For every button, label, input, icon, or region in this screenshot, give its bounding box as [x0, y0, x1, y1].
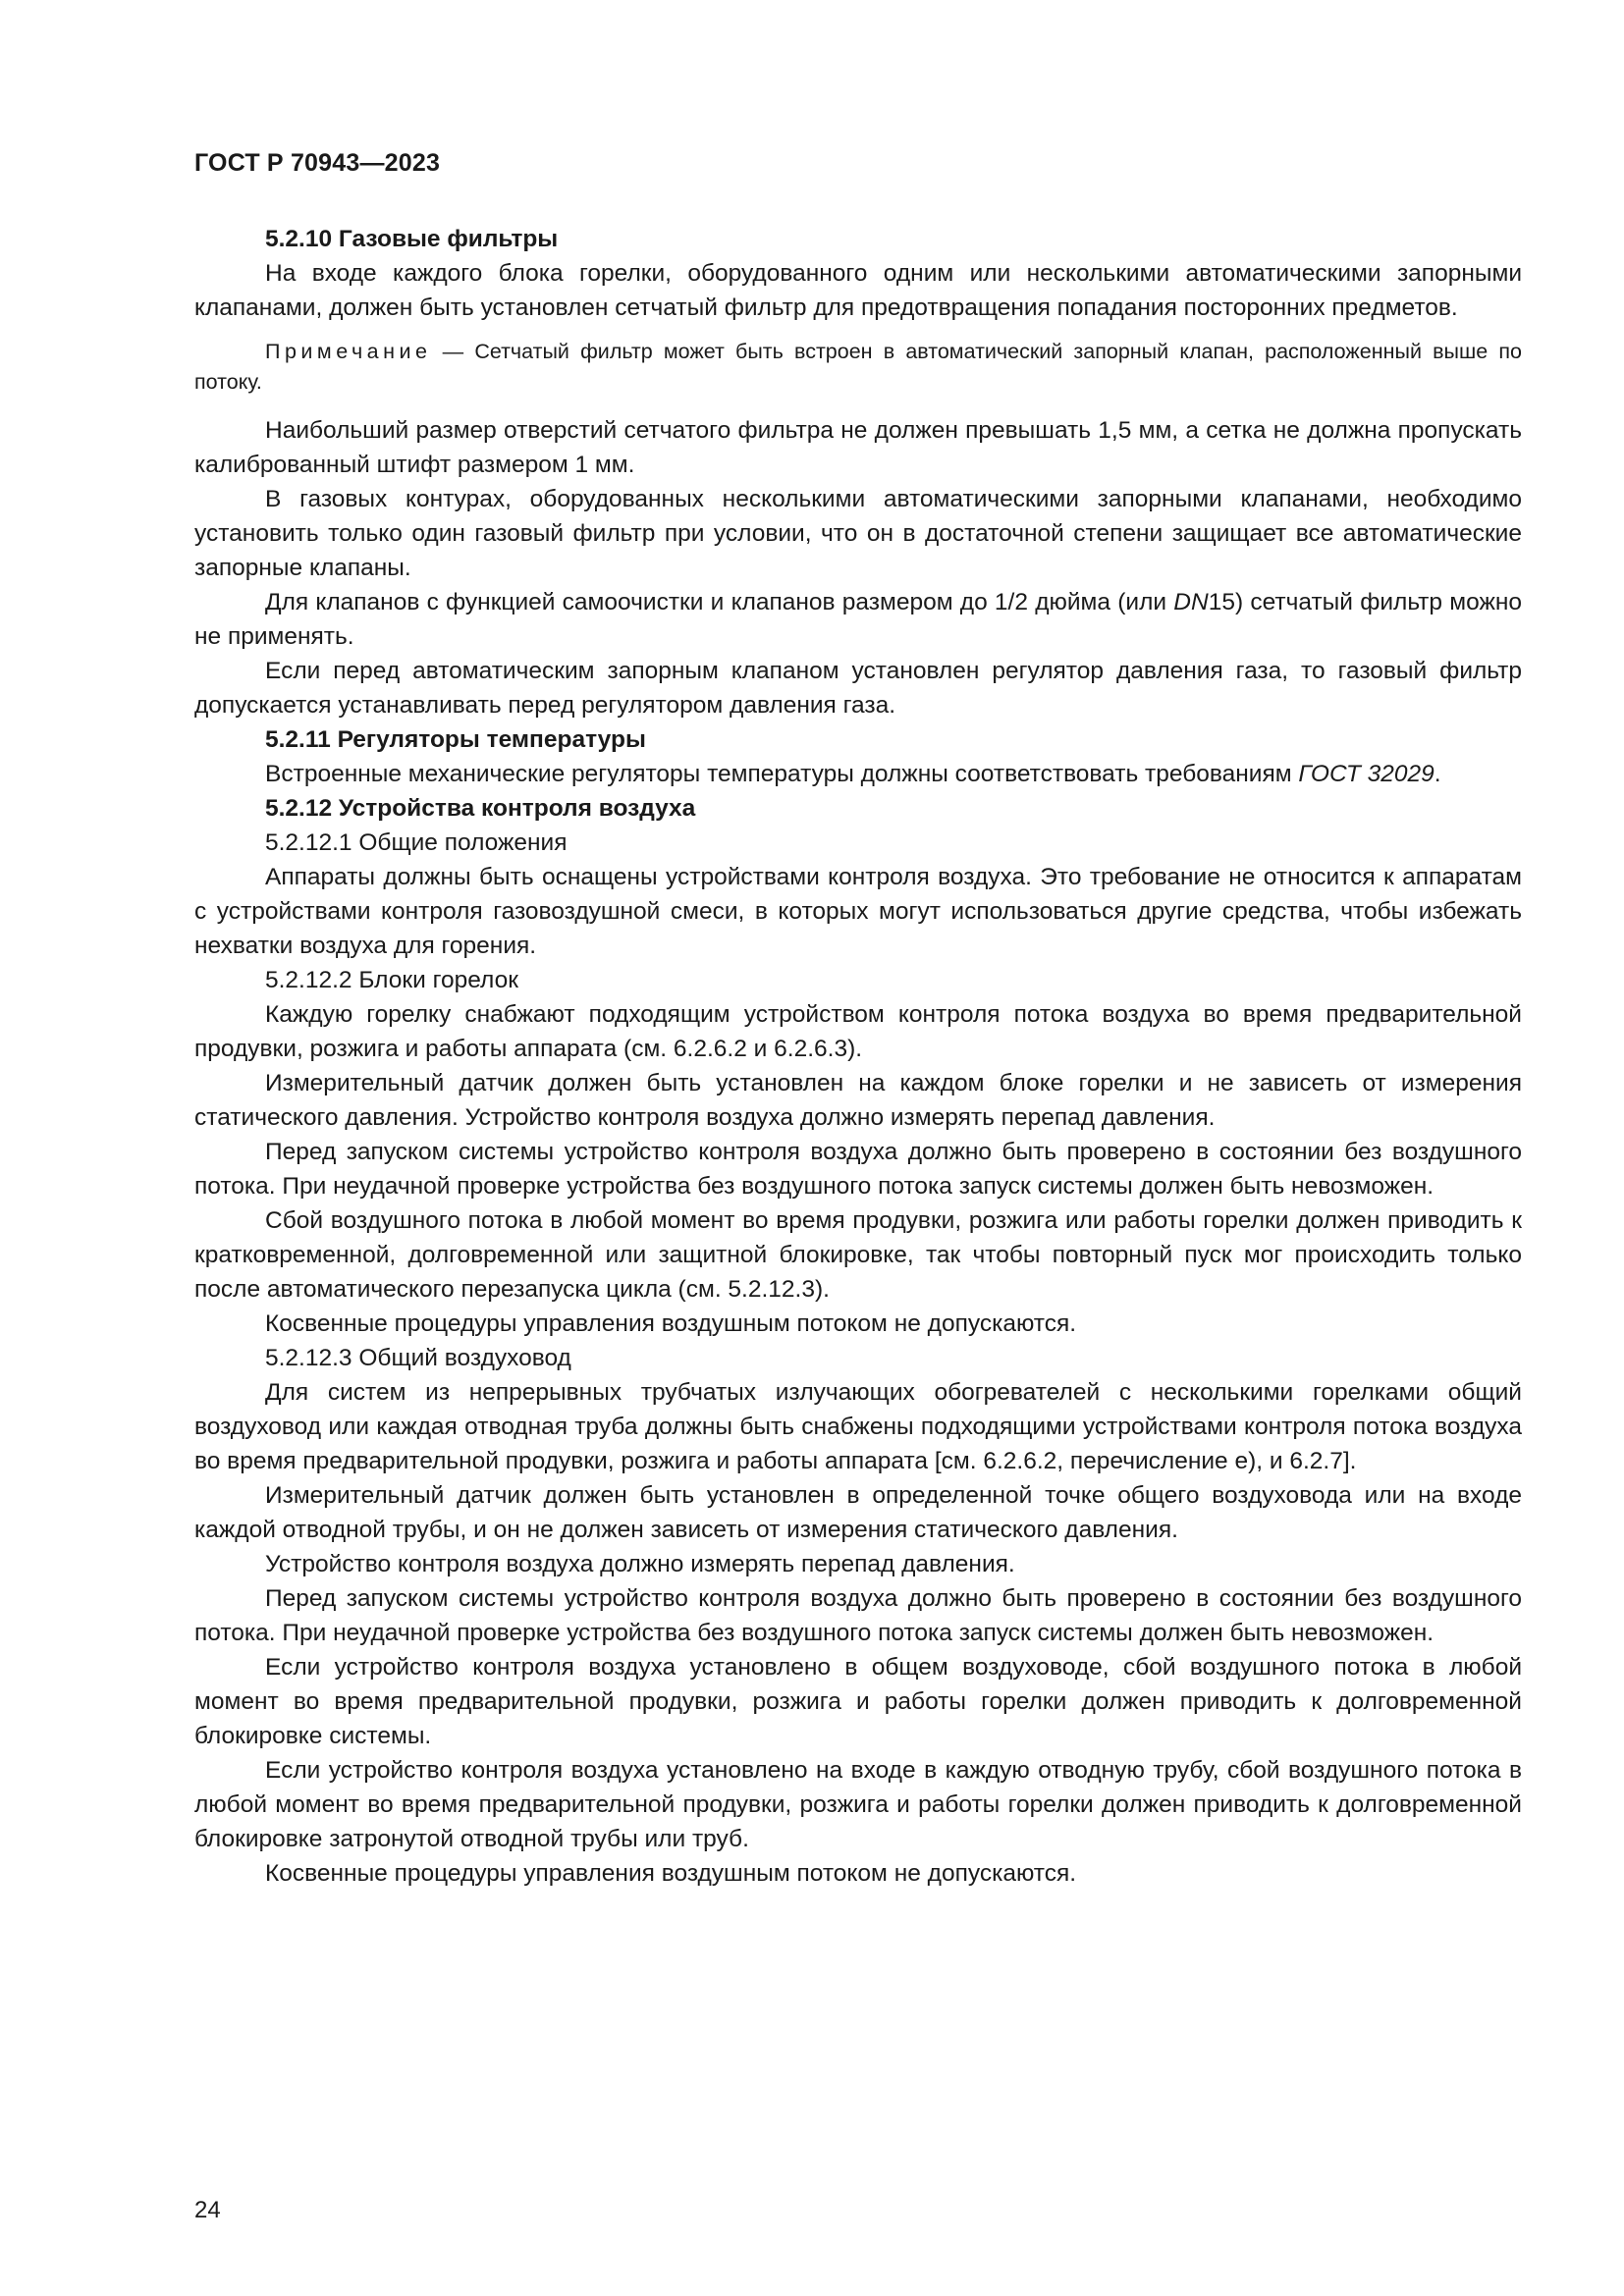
document-header: ГОСТ Р 70943—2023 [194, 149, 441, 177]
paragraph: В газовых контурах, оборудованных несколькими автоматическими запорными клапанами, необходимо установить только один газовый фильтр при условии, что он в достаточной степени защищает все автоматические запорные клапаны. [194, 486, 1522, 581]
subsection-heading: 5.2.12.2 Блоки горелок [265, 967, 518, 993]
standard-reference: ГОСТ 32029 [1298, 761, 1435, 787]
paragraph: Устройство контроля воздуха должно измерять перепад давления. [265, 1551, 1015, 1577]
paragraph: Если перед автоматическим запорным клапаном установлен регулятор давления газа, то газовый фильтр допускается устанавливать перед регулятором давления газа. [194, 658, 1522, 719]
section-heading-5-2-11: 5.2.11 Регуляторы температуры [265, 726, 646, 753]
section-heading-5-2-10: 5.2.10 Газовые фильтры [265, 226, 559, 252]
paragraph [194, 585, 1522, 654]
paragraph: Косвенные процедуры управления воздушным потоком не допускаются. [265, 1310, 1077, 1337]
paragraph: Для систем из непрерывных трубчатых излучающих обогревателей с несколькими горелками общий воздуховод или каждая отводная труба должны быть снабжены подходящими устройствами контроля потока воздуха во время предварительной продувки, розжига и работы аппарата [см. 6.2.6.2, перечисление е), и 6.2.7]. [194, 1379, 1522, 1474]
subsection-heading: 5.2.12.3 Общий воздуховод [265, 1345, 571, 1371]
paragraph: Перед запуском системы устройство контроля воздуха должно быть проверено в состоянии без воздушного потока. При неудачной проверке устройства без воздушного потока запуск системы должен быть невозможен. [194, 1139, 1522, 1200]
text-span: Для клапанов с функцией самоочистки и клапанов размером до 1/2 дюйма (или [265, 589, 1174, 615]
paragraph [194, 757, 1522, 791]
note-text: — Сетчатый фильтр может быть встроен в автоматический запорный клапан, расположенный выше по потоку. [194, 340, 1522, 394]
paragraph: Аппараты должны быть оснащены устройствами контроля воздуха. Это требование не относится к аппаратам с устройствами контроля газовоздушной смеси, в которых могут использоваться другие средства, чтобы избежать нехватки воздуха для горения. [194, 864, 1522, 959]
text-span: 15) сетчатый фильтр можно не применять. [194, 589, 1522, 650]
text-span: . [1434, 761, 1441, 787]
section-heading-5-2-12: 5.2.12 Устройства контроля воздуха [265, 795, 696, 822]
text-span: Встроенные механические регуляторы температуры должны соответствовать требованиям [265, 761, 1299, 787]
document-body [194, 222, 1522, 1891]
paragraph: Если устройство контроля воздуха установлено в общем воздуховоде, сбой воздушного потока в любой момент во время предварительной продувки, розжига и работы горелки должен приводить к долговременной блокировке системы. [194, 1654, 1522, 1749]
paragraph: Наибольший размер отверстий сетчатого фильтра не должен превышать 1,5 мм, а сетка не должна пропускать калиброванный штифт размером 1 мм. [194, 417, 1522, 478]
paragraph: Измерительный датчик должен быть установлен на каждом блоке горелки и не зависеть от измерения статического давления. Устройство контроля воздуха должно измерять перепад давления. [194, 1070, 1522, 1131]
paragraph: Каждую горелку снабжают подходящим устройством контроля потока воздуха во время предварительной продувки, розжига и работы аппарата (см. 6.2.6.2 и 6.2.6.3). [194, 1001, 1522, 1062]
note [194, 337, 1522, 398]
subsection-heading: 5.2.12.1 Общие положения [265, 829, 568, 856]
paragraph: Измерительный датчик должен быть установлен в определенной точке общего воздуховода или на входе каждой отводной трубы, и он не должен зависеть от измерения статического давления. [194, 1482, 1522, 1543]
paragraph: Перед запуском системы устройство контроля воздуха должно быть проверено в состоянии без воздушного потока. При неудачной проверке устройства без воздушного потока запуск системы должен быть невозможен. [194, 1585, 1522, 1646]
paragraph: Косвенные процедуры управления воздушным потоком не допускаются. [265, 1860, 1077, 1887]
page-number: 24 [194, 2197, 221, 2223]
note-label: Примечание [265, 340, 432, 363]
paragraph: Если устройство контроля воздуха установлено на входе в каждую отводную трубу, сбой воздушного потока в любой момент во время предварительной продувки, розжига и работы горелки должен приводить к долговременной блокировке затронутой отводной трубы или труб. [194, 1757, 1522, 1852]
dn-term: DN [1173, 589, 1209, 615]
paragraph: Сбой воздушного потока в любой момент во время продувки, розжига или работы горелки должен приводить к кратковременной, долговременной или защитной блокировке, так чтобы повторный пуск мог происходить только после автоматического перезапуска цикла (см. 5.2.12.3). [194, 1207, 1522, 1303]
paragraph: На входе каждого блока горелки, оборудованного одним или несколькими автоматическими запорными клапанами, должен быть установлен сетчатый фильтр для предотвращения попадания посторонних предметов. [194, 260, 1522, 321]
